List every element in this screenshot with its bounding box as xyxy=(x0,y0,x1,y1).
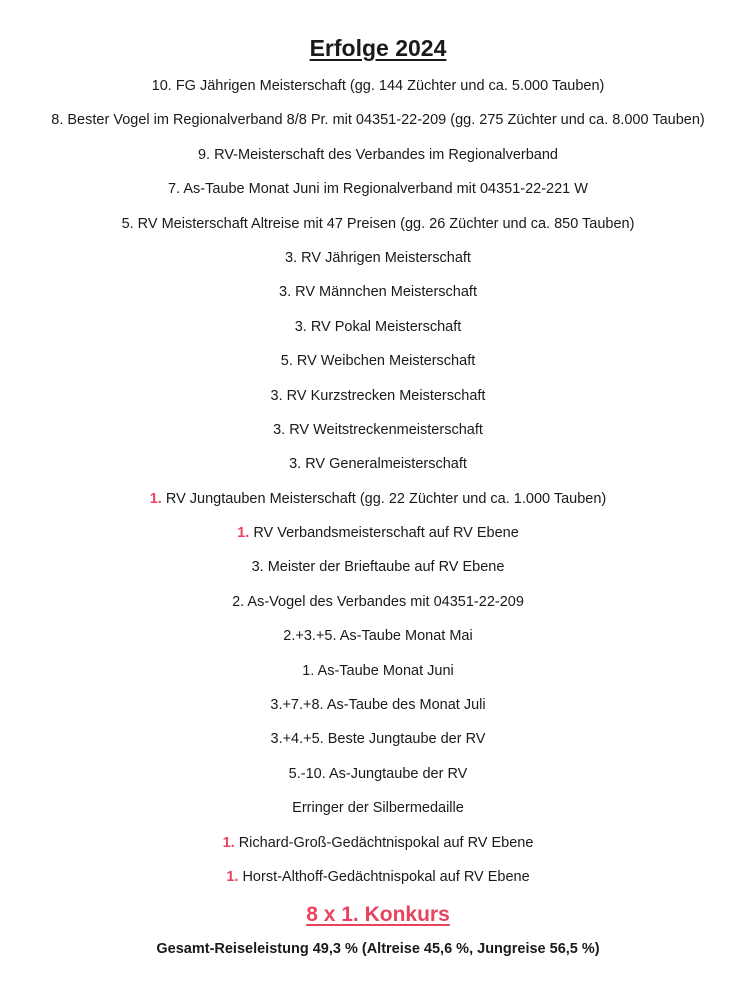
list-item xyxy=(0,413,756,447)
list-item xyxy=(0,654,756,688)
list-item-text: 3. Meister der Brieftaube auf RV Ebene xyxy=(251,559,505,576)
list-item-text: RV Jungtauben Meisterschaft (gg. 22 Züchter und ca. 1.000 Tauben) xyxy=(165,490,607,507)
list-item xyxy=(0,860,756,894)
achievement-list xyxy=(0,69,756,894)
list-item xyxy=(0,103,756,137)
list-item xyxy=(0,826,756,860)
list-item-text: 3. RV Weitstreckenmeisterschaft xyxy=(273,421,483,438)
list-item-text: 3. RV Jährigen Meisterschaft xyxy=(285,249,471,266)
list-item-text: 5. RV Weibchen Meisterschaft xyxy=(280,353,476,370)
page-title: Erfolge 2024 xyxy=(309,35,447,61)
list-item xyxy=(0,516,756,550)
list-item xyxy=(0,275,756,309)
list-item-text: 3. RV Pokal Meisterschaft xyxy=(294,318,462,335)
list-item xyxy=(0,619,756,653)
highlight-rank: 1. xyxy=(237,525,250,542)
list-item xyxy=(0,207,756,241)
highlight-rank: 1. xyxy=(226,868,239,885)
list-item-text: 3. RV Kurzstrecken Meisterschaft xyxy=(270,387,486,404)
list-item xyxy=(0,757,756,791)
list-item-text: 3. RV Männchen Meisterschaft xyxy=(279,284,477,301)
list-item xyxy=(0,172,756,206)
list-item xyxy=(0,241,756,275)
list-item xyxy=(0,585,756,619)
list-item-text: 3.+4.+5. Beste Jungtaube der RV xyxy=(270,731,486,748)
list-item xyxy=(0,791,756,825)
list-item xyxy=(0,69,756,103)
list-item-text: 10. FG Jährigen Meisterschaft (gg. 144 Züchter und ca. 5.000 Tauben) xyxy=(151,78,605,94)
list-item-text: 5. RV Meisterschaft Altreise mit 47 Preisen (gg. 26 Züchter und ca. 850 Tauben) xyxy=(121,215,635,232)
list-item-text: 2. As-Vogel des Verbandes mit 04351-22-209 xyxy=(232,593,524,610)
list-item-text: 5.-10. As-Jungtaube der RV xyxy=(288,765,468,782)
list-item-text: 3.+7.+8. As-Taube des Monat Juli xyxy=(270,697,486,714)
list-item-text: 3. RV Generalmeisterschaft xyxy=(289,456,467,473)
highlight-rank: 1. xyxy=(222,834,235,851)
list-item xyxy=(0,138,756,172)
list-item-text: RV Verbandsmeisterschaft auf RV Ebene xyxy=(253,525,519,542)
list-item xyxy=(0,550,756,584)
list-item xyxy=(0,447,756,481)
list-item-text: 1. As-Taube Monat Juni xyxy=(302,662,454,679)
list-item-text: Erringer der Silbermedaille xyxy=(292,800,464,817)
list-item-text: Horst-Althoff-Gedächtnispokal auf RV Ebene xyxy=(242,868,530,885)
list-item xyxy=(0,379,756,413)
highlight-rank: 1. xyxy=(149,490,162,507)
list-item xyxy=(0,688,756,722)
list-item-text: 7. As-Taube Monat Juni im Regionalverband mit 04351-22-221 W xyxy=(168,181,588,198)
list-item xyxy=(0,344,756,378)
konkurs-heading: 8 x 1. Konkurs xyxy=(306,903,450,927)
summary-line: Gesamt-Reiseleistung 49,3 % (Altreise 45,6 %, Jungreise 56,5 %) xyxy=(156,941,600,958)
list-item-text: 9. RV-Meisterschaft des Verbandes im Regionalverband xyxy=(197,146,558,163)
list-item xyxy=(0,482,756,516)
list-item-text: 2.+3.+5. As-Taube Monat Mai xyxy=(283,628,473,645)
list-item xyxy=(0,722,756,756)
list-item xyxy=(0,310,756,344)
list-item-text: 8. Bester Vogel im Regionalverband 8/8 Pr. mit 04351-22-209 (gg. 275 Züchter und ca. 8.000 Tauben) xyxy=(51,112,705,129)
list-item-text: Richard-Groß-Gedächtnispokal auf RV Ebene xyxy=(238,834,534,851)
